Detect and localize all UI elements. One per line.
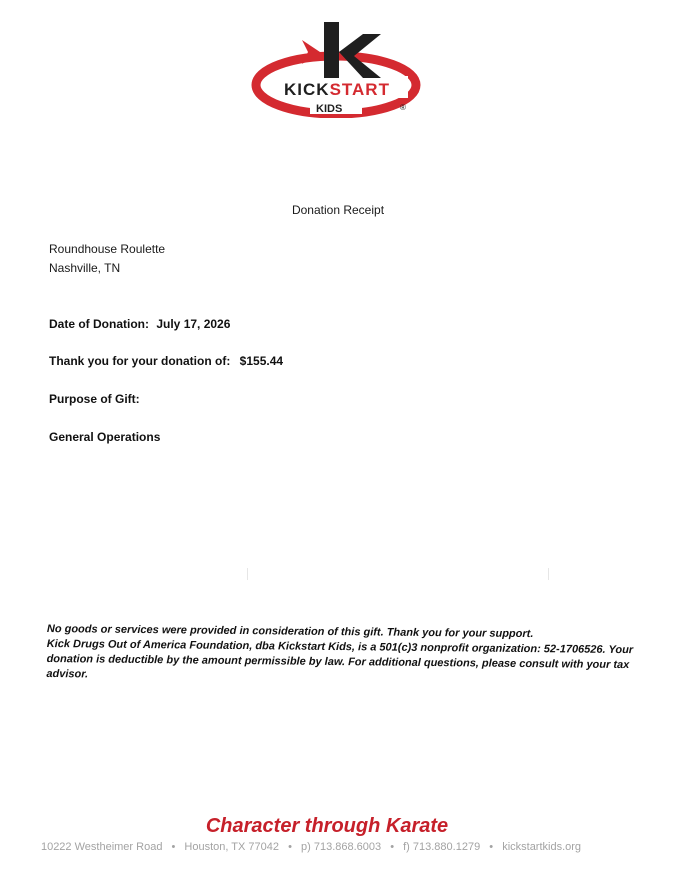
recipient-location: Nashville, TN [49,261,121,275]
footer-separator: • [489,841,494,853]
scan-artifact [247,568,248,580]
donation-amount-label: Thank you for your donation of: [49,354,231,368]
donation-date-value: July 17, 2026 [156,317,231,331]
logo-brand-word: KICKSTART [284,80,390,99]
donation-amount-line [49,354,283,368]
footer-tagline: Character through Karate [205,815,449,837]
footer-contact [0,841,622,853]
footer-address: 10222 Westheimer Road [40,841,163,853]
footer-city: Houston, TX 77042 [184,841,280,853]
footer-website: kickstartkids.org [502,841,582,853]
disclaimer-line-1: No goods or services were provided in consideration of this gift. Thank you for your support. [46,622,534,641]
disclaimer-line-2: Kick Drugs Out of America Foundation, dba Kickstart Kids, is a 501(c)3 nonprofit organization: 52-1706526. Your donation is deductible by the amount permissible by law. For additional questions, please consult with your tax advisor. [46,637,634,681]
footer-separator: • [171,841,176,853]
tax-disclaimer [46,622,647,688]
footer-phone: p) 713.868.6003 [301,841,382,853]
footer-separator: • [288,841,292,853]
purpose-label: Purpose of Gift: [49,392,140,406]
purpose-value: General Operations [49,430,161,444]
scan-artifact [548,568,549,580]
logo-k-stem [324,22,339,78]
logo-graphic [250,18,425,118]
donation-date-line [49,317,230,331]
donation-date-label: Date of Donation: [49,317,149,331]
footer-fax: f) 713.880.1279 [403,841,481,853]
footer-separator: • [390,841,395,853]
document-title: Donation Receipt [291,203,385,217]
donation-amount-value: $155.44 [239,354,284,368]
recipient-name: Roundhouse Roulette [49,242,166,256]
logo-sub-word: KIDS [316,103,343,115]
recipient-block [49,240,165,278]
kickstart-kids-logo [250,18,425,118]
logo-registered-mark: ® [400,103,406,112]
